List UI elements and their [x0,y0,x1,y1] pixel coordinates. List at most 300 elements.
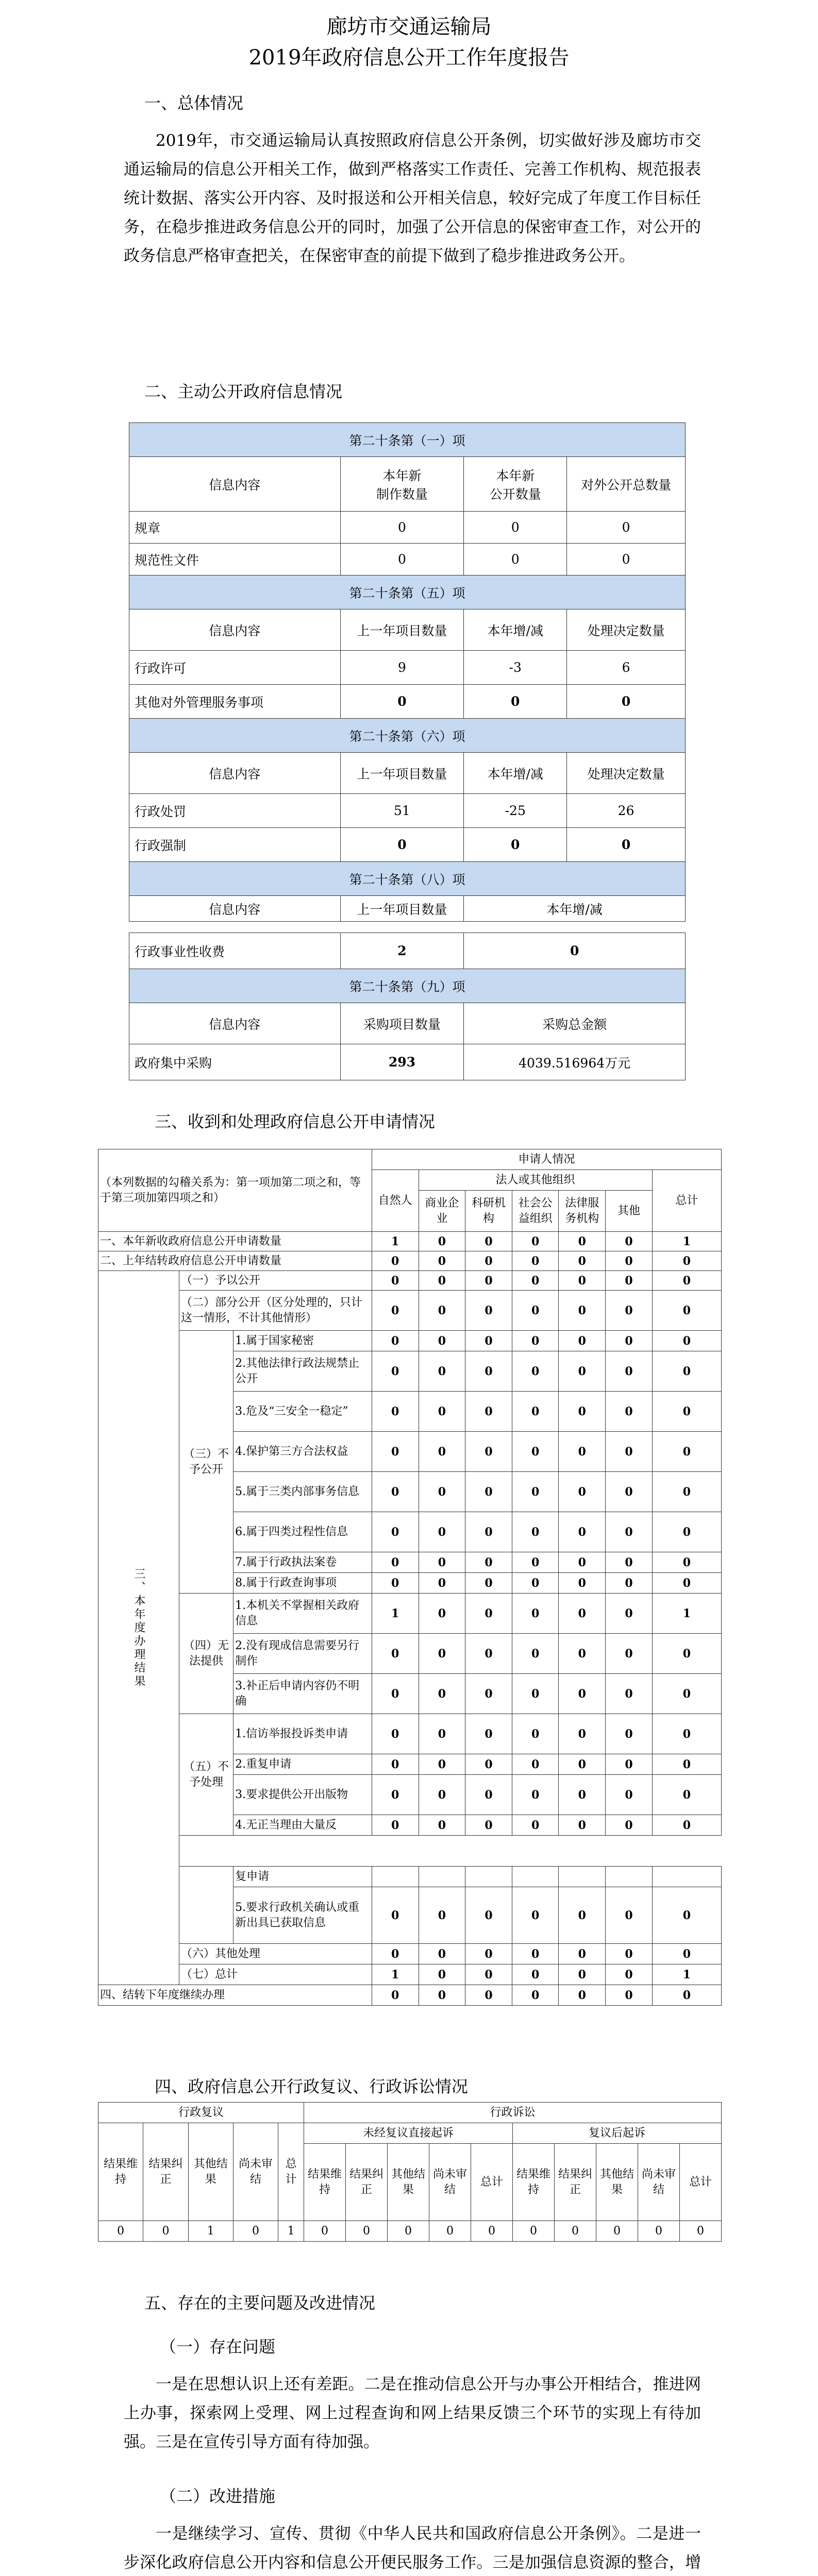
table-cell: 0 [652,1634,721,1674]
table-header-cell: 结果维持 [304,2144,346,2221]
table-cell: 0 [419,1251,465,1271]
row-label: 4.无正当理由大量反 [233,1815,372,1836]
table-cell: 0 [419,1944,465,1964]
table-cell: 0 [464,933,686,969]
table-header-cell: 上一年项目数量 [340,896,464,922]
table-cell: 0 [465,1714,512,1754]
table-cell [652,1867,721,1887]
table-cell: 0 [465,1674,512,1714]
table-cell: 0 [372,1392,419,1432]
table-cell: 0 [606,1815,653,1836]
active-disclosure-table [129,422,686,1080]
table-cell: 0 [559,1887,606,1944]
table-row [98,1944,722,1964]
subgroup-label: （四）无法提供 [179,1594,233,1714]
table-cell: 0 [512,1887,559,1944]
table-header-cell: 采购项目数量 [340,1003,464,1044]
table-header-cell: 信息内容 [129,457,341,512]
table-cell: 0 [606,1754,653,1775]
table-cell: 0 [559,1754,606,1775]
table-cell: 行政处罚 [129,794,341,828]
table-cell: 0 [606,1573,653,1594]
table-cell: 0 [559,1512,606,1552]
table-row [98,1594,722,1634]
table-header-cell: 处理决定数量 [567,753,686,794]
table-cell: 0 [465,1552,512,1573]
table-cell: 0 [372,1271,419,1291]
table-cell: 0 [606,1634,653,1674]
row-label: 4.保护第三方合法权益 [233,1432,372,1472]
table-header-cell: 本年新 制作数量 [340,457,464,512]
table-cell: 0 [512,1552,559,1573]
table-cell: 0 [512,1964,559,1985]
table-cell: 0 [512,1594,559,1634]
table-cell: 其他对外管理服务事项 [129,685,341,719]
table-cell: 0 [512,1775,559,1815]
table-cell: 0 [512,1291,559,1331]
table-cell: 0 [419,1754,465,1775]
table-cell: 0 [559,1634,606,1674]
table-cell: 0 [606,1432,653,1472]
table-cell: 0 [606,1674,653,1714]
table-cell: 0 [512,1232,559,1251]
table-cell: 0 [652,1985,721,2006]
table-cell: -25 [464,794,567,828]
table-cell: 0 [419,1331,465,1351]
table-cell: 0 [567,512,686,544]
overview-paragraph: 2019年，市交通运输局认真按照政府信息公开条例，切实做好涉及廊坊市交通运输局的信息公开相关工作，做到严格落实工作责任、完善工作机构、规范报表统计数据、落实公开内容、及时报送和公开相关信息，较好完成了年度工作目标任务，在稳步推进政务信息公开的同时，加强了公开信息的保密审查工作，对公开的政务信息严格审查把关，在保密审查的前提下做到了稳步推进政务公开。 [124,131,701,265]
table-cell: 0 [465,1754,512,1775]
subgroup-label-continued [179,1867,233,1944]
table-cell: 0 [606,1964,653,1985]
table-cell: 0 [372,1251,419,1271]
table-header-cell: 结果维持 [513,2144,555,2221]
table-cell: 0 [465,1351,512,1392]
table-header-cell: 社会公益组织 [512,1191,559,1232]
table-cell: 1 [652,1232,721,1251]
table-cell: 0 [606,1392,653,1432]
table-cell: 0 [512,1573,559,1594]
table-header-cell: 采购总金额 [464,1003,686,1044]
table-cell: 0 [372,1754,419,1775]
table-cell: 0 [388,2221,429,2242]
table-cell: 0 [555,2221,596,2242]
table-cell: 0 [419,1573,465,1594]
table-cell: 行政许可 [129,651,341,685]
table-cell: 0 [465,1634,512,1674]
table-cell: 4039.516964万元 [464,1044,686,1080]
table-cell: 0 [652,1291,721,1331]
report-title-org: 廊坊市交通运输局 [326,15,492,39]
table-cell: 0 [652,1754,721,1775]
table-cell: 1 [278,2221,304,2242]
table-cell: 0 [512,1271,559,1291]
table-cell: 0 [652,1251,721,1271]
table-cell: 0 [596,2221,638,2242]
table-header-cell: 尚未审结 [233,2123,278,2221]
table-cell: 0 [559,1271,606,1291]
table-cell: 0 [513,2221,555,2242]
table-row [98,1714,722,1754]
table-header-cell: 总计 [680,2144,722,2221]
table-cell: 0 [340,512,464,544]
table-cell: 0 [512,1754,559,1775]
table-cell: 0 [372,1944,419,1964]
table-cell: 0 [304,2221,346,2242]
table-cell: 0 [559,1251,606,1271]
table-cell: 0 [419,1985,465,2006]
table-cell: 0 [372,1351,419,1392]
table-header-cell: 本年新 公开数量 [464,457,567,512]
table-cell: 0 [652,1573,721,1594]
table-cell: 0 [567,828,686,862]
table-cell: 0 [512,1985,559,2006]
group-label: 三、本年度办理结果 [98,1271,179,1985]
table-cell: 0 [512,1432,559,1472]
table-cell: 0 [512,1251,559,1271]
table-header-cell: 本年增/减 [464,753,567,794]
row-label: 二、上年结转政府信息公开申请数量 [98,1251,372,1271]
table-cell: 0 [465,1271,512,1291]
row-label: 3.补正后申请内容仍不明确 [233,1674,372,1714]
table-cell: 0 [559,1232,606,1251]
table-header-cell: 结果纠正 [143,2123,188,2221]
table-header-cell: 信息内容 [129,609,341,651]
page-break-gap [179,1836,722,1867]
table-header-cell: 结果纠正 [555,2144,596,2221]
table-cell: 0 [372,1815,419,1836]
table-cell: 1 [372,1232,419,1251]
table-row [98,1331,722,1351]
table-cell: 0 [419,1291,465,1331]
table-cell: 0 [346,2221,388,2242]
table-cell: 0 [419,1775,465,1815]
table-cell: 0 [465,1964,512,1985]
table-header-cell: 其他 [606,1191,653,1232]
row-label: 1.属于国家秘密 [233,1331,372,1351]
table-cell: 0 [340,828,464,862]
table-cell: 26 [567,794,686,828]
table-cell: 0 [465,1512,512,1552]
table-cell: 0 [606,1271,653,1291]
table-cell: 0 [233,2221,278,2242]
table-cell: 0 [512,1512,559,1552]
table-header-cell: 复议后起诉 [513,2123,722,2144]
subgroup-label: （三）不予公开 [179,1331,233,1594]
table-cell: 0 [606,1775,653,1815]
table-cell: 0 [372,1291,419,1331]
table-cell: 0 [372,1472,419,1512]
table-cell: 0 [559,1964,606,1985]
table-cell: 0 [372,1573,419,1594]
table-cell: 1 [652,1594,721,1634]
table-cell: 0 [652,1432,721,1472]
row-label: 2.重复申请 [233,1754,372,1775]
table-cell: 0 [465,1232,512,1251]
table-cell: 0 [465,1472,512,1512]
table-cell: 0 [372,1985,419,2006]
table-cell: 0 [372,1887,419,1944]
table-cell: 0 [372,1674,419,1714]
table-cell: 0 [680,2221,722,2242]
table-cell: 293 [340,1044,464,1080]
table-cell: 0 [606,1887,653,1944]
table-corner-note: （本列数据的勾稽关系为：第一项加第二项之和，等于第三项加第四项之和） [98,1149,372,1232]
table-row [98,1271,722,1291]
table-cell: 0 [419,1351,465,1392]
row-label: 8.属于行政查询事项 [233,1573,372,1594]
table-section-title: 第二十条第（六）项 [129,719,686,753]
table-cell: 0 [606,1232,653,1251]
table-cell: 0 [512,1472,559,1512]
table-cell: 0 [429,2221,471,2242]
table-header-cell: 尚未审结 [429,2144,471,2221]
table-cell: 规范性文件 [129,544,341,575]
table-cell: 0 [465,1944,512,1964]
table-cell: 0 [567,685,686,719]
table-cell: 0 [512,1634,559,1674]
table-row [98,1251,722,1271]
table-header-cell: 自然人 [372,1170,419,1232]
row-label: 2.其他法律行政法规禁止公开 [233,1351,372,1392]
table-cell: 0 [465,1291,512,1331]
table-header-cell: 行政诉讼 [304,2103,722,2123]
table-cell: 2 [340,933,464,969]
table-cell: 0 [512,1351,559,1392]
table-cell: 0 [606,1594,653,1634]
table-header-cell: 信息内容 [129,753,341,794]
table-cell: 0 [652,1552,721,1573]
table-cell: 0 [559,1985,606,2006]
table-row [98,1964,722,1985]
table-cell: 0 [559,1331,606,1351]
table-cell: 0 [559,1594,606,1634]
table-cell: 0 [419,1432,465,1472]
table-section-title: 第二十条第（一）项 [129,423,686,457]
table-cell: 0 [465,1594,512,1634]
table-header-cell: 商业企业 [419,1191,465,1232]
table-cell [419,1867,465,1887]
section-heading-problems: 五、存在的主要问题及改进情况 [144,2293,376,2313]
table-cell: 0 [512,1714,559,1754]
table-cell: 0 [512,1674,559,1714]
row-label: （一）予以公开 [179,1271,372,1291]
table-cell: 0 [652,1714,721,1754]
table-cell: 0 [606,1714,653,1754]
table-cell: 0 [606,1331,653,1351]
table-cell: 0 [512,1392,559,1432]
table-cell: 0 [143,2221,188,2242]
section-heading-review: 四、政府信息公开行政复议、行政诉讼情况 [155,2077,469,2096]
table-cell: 0 [606,1351,653,1392]
table-cell: 0 [652,1815,721,1836]
table-cell: 0 [464,544,567,575]
table-cell: 0 [471,2221,513,2242]
table-row [98,2221,722,2242]
table-cell: 1 [188,2221,233,2242]
table-cell: 9 [340,651,464,685]
table-cell: 0 [419,1594,465,1634]
table-cell: 0 [559,1392,606,1432]
row-label: 5.要求行政机关确认或重新出具已获取信息 [233,1887,372,1944]
table-cell: 0 [372,1552,419,1573]
table-row [98,1985,722,2006]
table-cell: 0 [419,1815,465,1836]
table-cell: 0 [638,2221,680,2242]
table-cell: 0 [465,1331,512,1351]
table-cell: 0 [465,1432,512,1472]
table-cell: 6 [567,651,686,685]
table-spacer [129,922,686,933]
table-header-cell: 上一年项目数量 [340,609,464,651]
table-cell: 0 [465,1985,512,2006]
table-cell: 0 [559,1775,606,1815]
table-cell: 0 [419,1472,465,1512]
table-cell: 0 [419,1887,465,1944]
table-cell: 行政强制 [129,828,341,862]
table-header-cell: 总计 [278,2123,304,2221]
table-cell: 0 [652,1331,721,1351]
table-cell: 0 [512,1331,559,1351]
table-cell [372,1867,419,1887]
table-cell: 0 [559,1351,606,1392]
table-section-title: 第二十条第（九）项 [129,969,686,1003]
table-cell: 0 [372,1775,419,1815]
table-cell: 0 [559,1552,606,1573]
table-cell: 0 [652,1392,721,1432]
table-cell [465,1867,512,1887]
table-header-cell: 总计 [471,2144,513,2221]
table-header-cell: 科研机构 [465,1191,512,1232]
table-cell: 0 [419,1674,465,1714]
table-cell: 0 [419,1552,465,1573]
problems-paragraph: 一是在思想认识上还有差距。二是在推动信息公开与办事公开相结合，推进网上办事，探索网上受理、网上过程查询和网上结果反馈三个环节的实现上有待加强。三是在宣传引导方面有待加强。 [124,2375,701,2451]
table-cell: 0 [606,1552,653,1573]
table-header-cell: 法人或其他组织 [419,1170,652,1191]
table-cell: 0 [559,1815,606,1836]
table-header-cell: 总计 [652,1170,721,1232]
section-heading-requests: 三、收到和处理政府信息公开申请情况 [155,1112,436,1131]
row-label: 6.属于四类过程性信息 [233,1512,372,1552]
table-cell: 0 [559,1472,606,1512]
section-heading-active: 二、主动公开政府信息情况 [144,382,343,401]
section-heading-overview: 一、总体情况 [144,93,244,113]
table-header-cell: 申请人情况 [372,1149,721,1170]
table-cell: 0 [606,1472,653,1512]
table-cell: 0 [419,1392,465,1432]
table-cell: 0 [652,1887,721,1944]
table-header-cell: 其他结果 [388,2144,429,2221]
table-cell: 行政事业性收费 [129,933,341,969]
table-header-cell: 本年增/减 [464,896,686,922]
row-label: （六）其他处理 [179,1944,372,1964]
table-cell: 0 [652,1944,721,1964]
table-cell: 0 [419,1271,465,1291]
table-cell: 0 [464,828,567,862]
table-cell: 0 [419,1232,465,1251]
table-cell: 51 [340,794,464,828]
table-section-title: 第二十条第（八）项 [129,862,686,896]
table-cell: 0 [559,1573,606,1594]
table-cell: 政府集中采购 [129,1044,341,1080]
table-cell: 0 [419,1964,465,1985]
table-header-cell: 行政复议 [98,2103,304,2123]
table-header-cell: 信息内容 [129,1003,341,1044]
table-cell: 0 [559,1714,606,1754]
requests-table [98,1149,722,2006]
table-header-cell: 其他结果 [188,2123,233,2221]
review-lawsuit-table [98,2102,722,2242]
table-cell: 1 [652,1964,721,1985]
row-label: 一、本年新收政府信息公开申请数量 [98,1232,372,1251]
table-header-cell: 上一年项目数量 [340,753,464,794]
table-cell: 0 [512,1944,559,1964]
table-cell: 0 [465,1815,512,1836]
table-row [98,1232,722,1251]
table-header-cell: 其他结果 [596,2144,638,2221]
table-cell: 0 [512,1815,559,1836]
table-section-title: 第二十条第（五）项 [129,575,686,609]
table-header-cell: 本年增/减 [464,609,567,651]
row-label: （七）总计 [179,1964,372,1985]
table-cell: 0 [340,544,464,575]
table-header-cell: 对外公开总数量 [567,457,686,512]
table-cell [512,1867,559,1887]
table-cell: 0 [419,1714,465,1754]
table-cell: 0 [652,1351,721,1392]
row-label: 5.属于三类内部事务信息 [233,1472,372,1512]
table-cell: 0 [559,1674,606,1714]
table-cell: 0 [419,1512,465,1552]
table-cell: 0 [98,2221,143,2242]
table-cell: 0 [606,1512,653,1552]
row-label: 四、结转下年度继续办理 [98,1985,372,2006]
table-cell: 1 [372,1964,419,1985]
report-title: 2019年政府信息公开工作年度报告 [248,46,570,70]
row-label: 7.属于行政执法案卷 [233,1552,372,1573]
table-row [98,1867,722,1887]
subgroup-label: （五）不予处理 [179,1714,233,1836]
table-cell: 0 [465,1775,512,1815]
table-cell [606,1867,653,1887]
table-cell: 0 [606,1944,653,1964]
table-row [98,1291,722,1331]
subheading-problems: （一）存在问题 [160,2337,276,2357]
table-cell [559,1867,606,1887]
row-label: 3.危及“三安全一稳定” [233,1392,372,1432]
table-cell: 0 [340,685,464,719]
table-cell: 1 [372,1594,419,1634]
table-header-cell: 未经复议直接起诉 [304,2123,513,2144]
table-cell: 0 [464,512,567,544]
table-cell: 0 [559,1291,606,1331]
row-label: 1.信访举报投诉类申请 [233,1714,372,1754]
table-cell: 0 [652,1674,721,1714]
row-label: （二）部分公开（区分处理的，只计这一情形，不计其他情形） [179,1291,372,1331]
subheading-measures: （二）改进措施 [160,2486,276,2506]
table-cell: -3 [464,651,567,685]
table-header-cell: 法律服务机构 [559,1191,606,1232]
table-cell: 0 [372,1512,419,1552]
row-label: 1.本机关不掌握相关政府信息 [233,1594,372,1634]
row-label: 3.要求提供公开出版物 [233,1775,372,1815]
table-header-cell: 信息内容 [129,896,341,922]
table-header-cell: 结果纠正 [346,2144,388,2221]
table-cell: 0 [372,1331,419,1351]
row-label: 复申请 [233,1867,372,1887]
table-cell: 0 [567,544,686,575]
row-label: 2.没有现成信息需要另行制作 [233,1634,372,1674]
